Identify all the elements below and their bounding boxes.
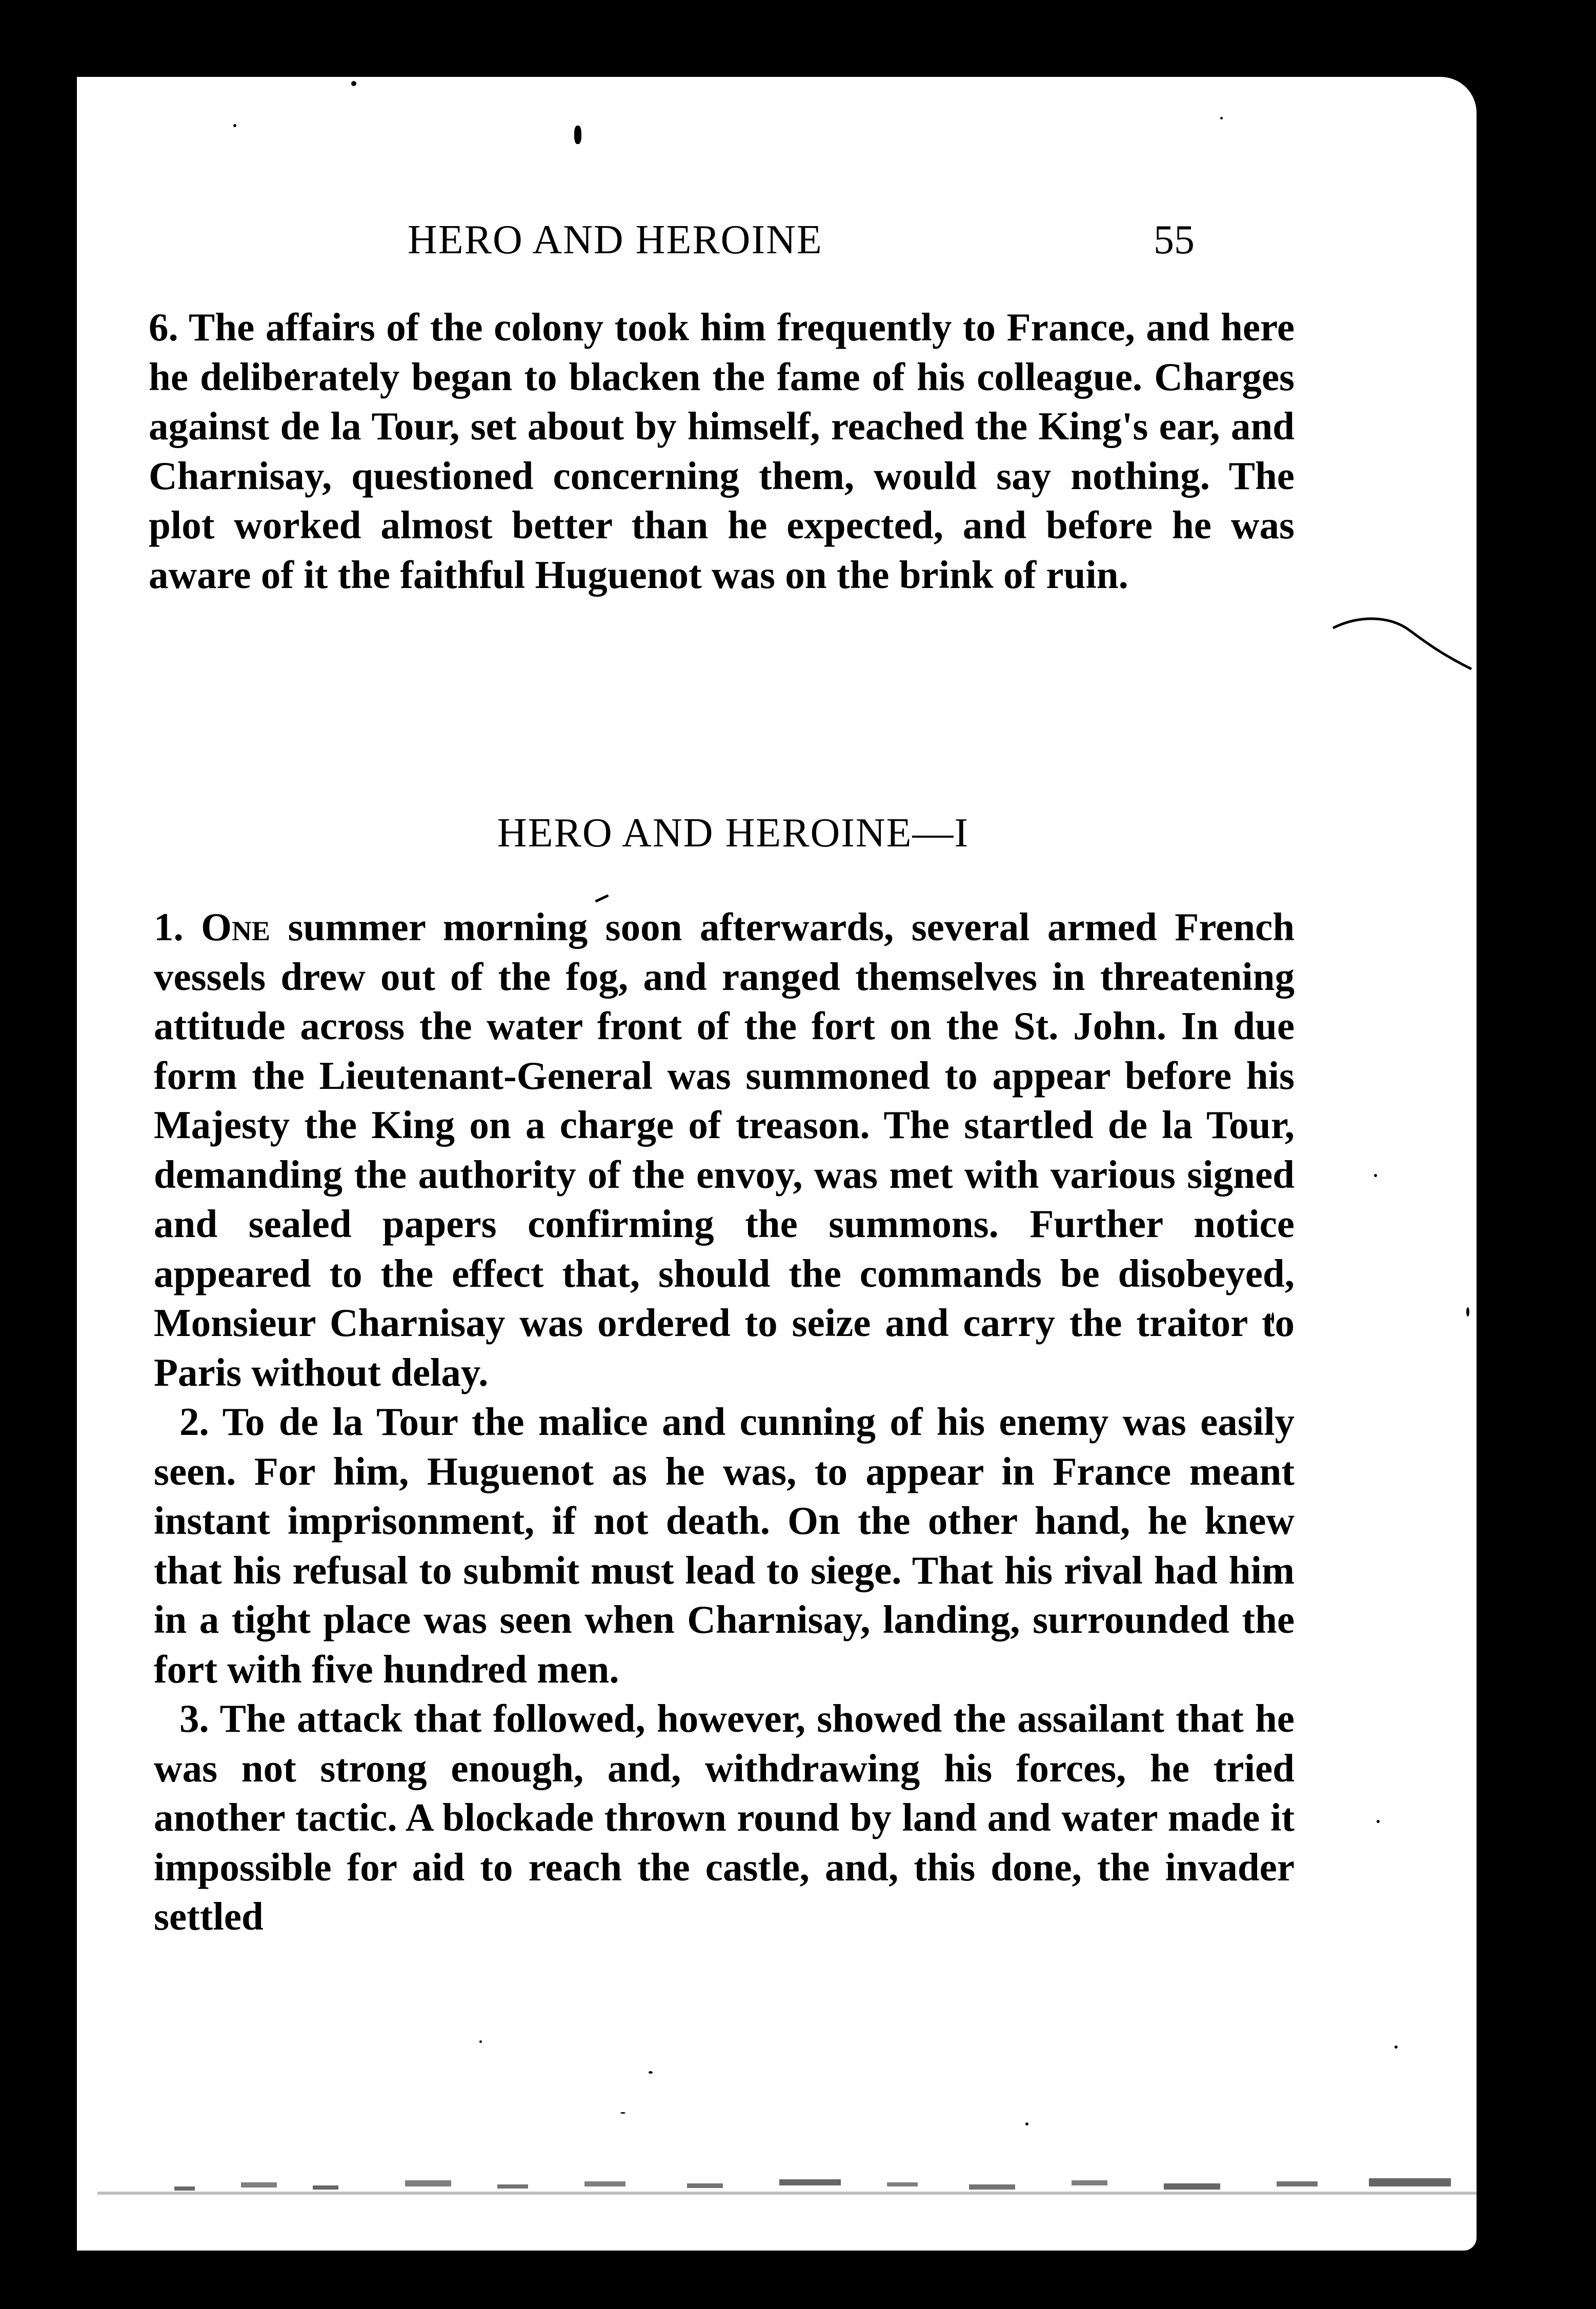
- paragraph-1-number: 1.: [154, 905, 184, 949]
- paragraph-3: 3. The attack that followed, however, showed the assailant that he was not strong enough, and, withdrawing his forces, he tried another tactic. A blockade thrown round by land and water made it impossible for aid to reach the castle, and, this done, the invader settled: [154, 1696, 1295, 1938]
- ink-speck: [574, 126, 581, 144]
- ink-speck: [351, 81, 356, 86]
- continuation-section: [149, 302, 1295, 599]
- ink-speck: [649, 2071, 653, 2074]
- ink-speck: [1377, 1820, 1380, 1823]
- paragraph-6: 6. The affairs of the colony took him frequently to France, and here he deliberately began to blacken the fame of his colleague. Charges against de la Tour, set about by himself, reached the King's ear, and Charnisay, questioned concerning them, would say nothing. The plot worked almost better than he expected, and before he was aware of it the faithful Huguenot was on the brink of ruin.: [149, 305, 1295, 597]
- chapter-body: [154, 902, 1295, 1941]
- paragraph-1: [154, 902, 1295, 1397]
- ink-speck: [233, 124, 236, 127]
- pencil-mark: [1328, 538, 1477, 672]
- chapter-title: HERO AND HEROINE—I: [497, 811, 969, 856]
- ink-speck: [1374, 1174, 1377, 1177]
- scan-edge-noise: [97, 2171, 1477, 2207]
- page-edge: [77, 164, 88, 2251]
- ink-speck: [620, 2112, 625, 2114]
- paragraph-1-initial: One: [201, 905, 271, 949]
- page-number: 55: [1154, 217, 1195, 262]
- paragraph-2: 2. To de la Tour the malice and cunning of his enemy was easily seen. For him, Huguenot as he was, to appear in France meant instant imprisonment, if not death. On the other hand, he knew that his refusal to submit must lead to siege. That his rival had him in a tight place was seen when Charnisay, landing, surrounded the fort with five hundred men.: [154, 1400, 1295, 1691]
- paragraph-1-text: summer morning soon afterwards, several armed French vessels drew out of the fog, and ranged themselves in threatening attitude across the water front of the fort on the St. John. In due form the Lieutenant-General was summoned to appear before his Majesty the King on a charge of treason. The startled de la Tour, demanding the authority of the envoy, was met with various signed and sealed papers confirming the summons. Further notice appeared to the effect that, should the commands be disobeyed, Monsieur Charnisay was ordered to seize and carry the traitor to Paris without delay.: [154, 905, 1295, 1394]
- ink-speck: [479, 2040, 482, 2043]
- running-head-title: HERO AND HEROINE: [408, 217, 823, 262]
- ink-speck: [1395, 2045, 1398, 2049]
- ink-speck: [595, 894, 609, 902]
- ink-speck: [1220, 117, 1223, 119]
- ink-speck: [1025, 2122, 1028, 2125]
- running-head: [77, 217, 1477, 278]
- book-page: [77, 77, 1477, 2251]
- ink-speck: [1466, 1307, 1469, 1316]
